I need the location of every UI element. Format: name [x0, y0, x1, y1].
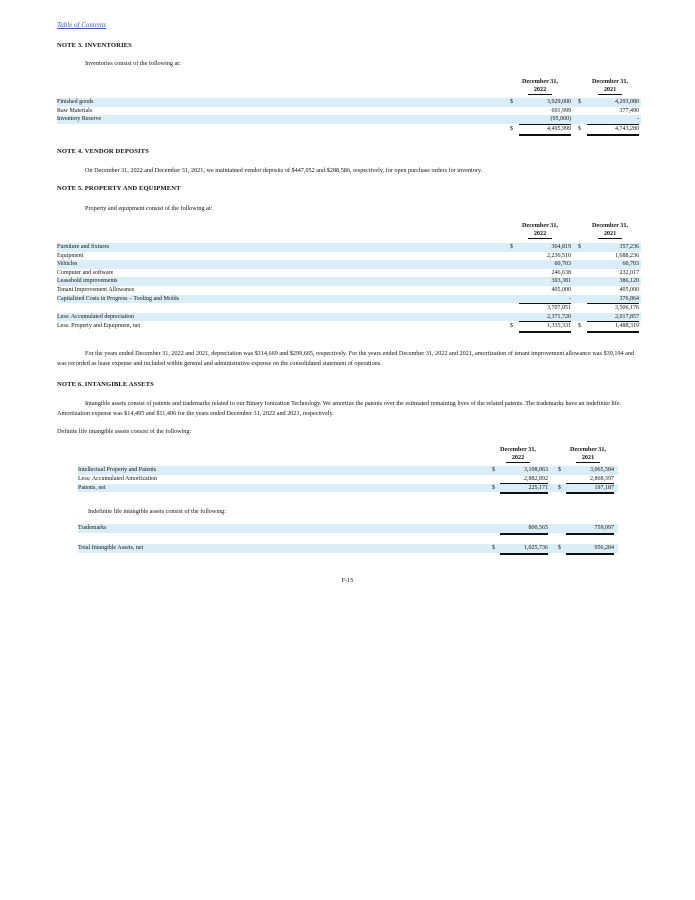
row-label: Raw Materials — [57, 107, 93, 114]
value-2022: 3,108,063 — [524, 467, 548, 473]
value-2021: 2,017,857 — [587, 313, 639, 323]
table-row — [57, 252, 641, 261]
table-of-contents-link[interactable]: Table of Contents — [57, 21, 107, 29]
table-row — [57, 115, 641, 124]
total-2021: 197,187 — [566, 484, 614, 495]
inv-col-2022-label: December 31, — [522, 78, 558, 85]
table-row-total — [78, 484, 618, 493]
value-2022: 246,638 — [551, 269, 571, 276]
value-2021: 232,017 — [619, 269, 639, 276]
property-equipment-table — [57, 222, 641, 342]
table-row — [57, 243, 641, 252]
inv-col-2021 — [575, 78, 645, 95]
dollar-sign: $ — [510, 126, 513, 132]
note3-heading: NOTE 3. INVENTORIES — [57, 42, 132, 49]
note4-heading: NOTE 4. VENDOR DEPOSITS — [57, 148, 149, 155]
total-2021: 956,284 — [566, 544, 614, 555]
dollar-sign: $ — [558, 467, 561, 473]
pe-col-2021-label: December 31, — [592, 222, 628, 229]
ia-col-2022 — [483, 446, 553, 463]
value-2022: 2,236,510 — [547, 252, 571, 259]
value-2021: 759,097 — [566, 524, 614, 535]
table-row — [78, 524, 618, 533]
total-2021: 1,488,319 — [587, 322, 639, 333]
table-row-subtotal — [57, 304, 641, 313]
dollar-sign: $ — [578, 126, 581, 132]
pe-col-2022 — [505, 222, 575, 239]
value-2021: 60,703 — [622, 261, 639, 268]
note6-text: Intangible assets consist of patents and trademarks related to our Binary Ionization Technology. We amortize the patents over the estimated remaining lives of the related patents. The trademarks have an indefinite life. Amortization expense was $14,495 and $11,406 for the years ended December 31, 2022 and 2021, respectively. — [57, 400, 622, 417]
pe-col-2022-year: 2022 — [528, 230, 552, 239]
dollar-sign: $ — [558, 545, 561, 551]
value-2022: (95,000) — [519, 115, 571, 125]
dollar-sign: $ — [510, 323, 513, 329]
value-2022: 2,371,720 — [519, 313, 571, 323]
total-2022: 1,335,331 — [519, 322, 571, 333]
dollar-sign: $ — [510, 244, 513, 250]
total-2022: 225,171 — [500, 484, 548, 495]
dollar-sign: $ — [558, 484, 561, 491]
row-label: Equipment — [57, 252, 84, 259]
inv-col-2022 — [505, 78, 575, 95]
total-2021: 4,743,280 — [587, 125, 639, 136]
row-label: Tenant Improvement Allowance — [57, 287, 135, 293]
table-row-total — [57, 322, 641, 331]
pe-col-2022-label: December 31, — [522, 222, 558, 229]
table-row-total — [57, 125, 641, 134]
ia-col-2021 — [553, 446, 623, 463]
table-row — [57, 260, 641, 269]
value-2022: 691,999 — [551, 107, 571, 114]
note6-heading: NOTE 6. INTANGIBLE ASSETS — [57, 381, 154, 388]
dollar-sign: $ — [510, 99, 513, 105]
row-label: Furniture and fixtures — [57, 244, 110, 250]
value-2022: 800,565 — [500, 524, 548, 535]
dollar-sign: $ — [578, 99, 581, 105]
row-label: Less: Accumulated Amortization — [78, 475, 157, 482]
value-2021: 1,688,236 — [615, 252, 639, 259]
subtotal-2021: 3,506,176 — [615, 305, 639, 311]
table-row — [57, 269, 641, 278]
page-number: F-15 — [341, 577, 354, 584]
value-2022: 393,381 — [551, 278, 571, 285]
table-row — [57, 313, 641, 322]
value-2021: 2,868,397 — [566, 475, 614, 485]
table-row — [78, 466, 618, 475]
dollar-sign: $ — [578, 323, 581, 329]
table-row — [57, 277, 641, 286]
row-label: Capitalized Costs in Progress – Tooling and Molds — [57, 295, 179, 302]
value-2022: 3,929,000 — [547, 99, 571, 105]
table-row-total — [78, 544, 618, 553]
value-2022: 60,703 — [554, 261, 571, 268]
row-label: Intellectual Property and Patents — [78, 467, 157, 473]
inventories-table — [57, 78, 641, 140]
row-label: Leasehold improvements — [57, 278, 118, 285]
value-2021: 357,236 — [619, 244, 639, 250]
value-2021: 4,293,080 — [615, 99, 639, 105]
ia-col-2022-label: December 31, — [500, 446, 536, 453]
value-2022: 405,000 — [551, 287, 571, 293]
ia-col-2021-label: December 31, — [570, 446, 606, 453]
table-row — [57, 295, 641, 304]
value-2021: 3,065,584 — [590, 467, 614, 473]
table-row — [57, 107, 641, 116]
value-2021: 405,000 — [619, 287, 639, 293]
row-label: Total Intangible Assets, net — [78, 545, 144, 551]
value-2022: 364,819 — [551, 244, 571, 250]
row-label: Finished goods — [57, 99, 94, 105]
note4-text: On December 31, 2022 and December 31, 2021, we maintained vendor deposits of $447,052 and $288,586, respectively, for open purchase orders for inventory. — [85, 167, 483, 174]
note5-heading: NOTE 5. PROPERTY AND EQUIPMENT — [57, 185, 181, 192]
table-row — [78, 475, 618, 484]
ia-col-2021-year: 2021 — [576, 454, 600, 463]
inv-col-2021-year: 2021 — [598, 86, 622, 95]
row-label: Inventory Reserve — [57, 116, 102, 123]
row-label: Less: Accumulated depreciation — [57, 313, 134, 320]
pe-col-2021-year: 2021 — [598, 230, 622, 239]
value-2021: 377,490 — [619, 107, 639, 114]
value-2021: - — [587, 115, 639, 125]
intangible-assets-table — [78, 446, 618, 566]
row-label: Vehicles — [57, 261, 78, 268]
note5-intro: Property and equipment consist of the following at: — [85, 205, 213, 212]
dollar-sign: $ — [492, 467, 495, 473]
inv-col-2022-year: 2022 — [528, 86, 552, 95]
pe-col-2021 — [575, 222, 645, 239]
row-label: Patents, net — [78, 484, 106, 491]
note6-definite-intro: Definite life intangible assets consist of the following: — [57, 428, 192, 435]
note3-intro: Inventories consist of the following at: — [85, 60, 181, 67]
dollar-sign: $ — [492, 484, 495, 491]
ia-col-2022-year: 2022 — [506, 454, 530, 463]
subtotal-2022: 3,707,051 — [547, 305, 571, 311]
value-2021: 386,120 — [619, 278, 639, 285]
table-row — [57, 98, 641, 107]
table-row — [57, 286, 641, 295]
value-2022: 2,882,892 — [500, 475, 548, 485]
inv-col-2021-label: December 31, — [592, 78, 628, 85]
row-label: Less: Property and Equipment, net — [57, 323, 141, 329]
note5-text: For the years ended December 31, 2022 and 2021, depreciation was $314,669 and $299,665, respectively. For the years ended December 31, 2022 and 2021, amortization of tenant improvement allowance was $39,194 and was recorded as lease expense and included within general and administrative expense on the consolidated statement of operations. — [57, 350, 635, 367]
value-2022: - — [519, 295, 571, 305]
row-label: Trademarks — [78, 525, 107, 531]
dollar-sign: $ — [578, 244, 581, 250]
total-2022: 4,495,999 — [519, 125, 571, 136]
total-2022: 1,025,736 — [500, 544, 548, 555]
row-label: Computer and software — [57, 269, 114, 276]
note6-indefinite-intro: Indefinite life intangible assets consist of the following: — [88, 508, 226, 515]
dollar-sign: $ — [492, 545, 495, 551]
value-2021: 376,864 — [587, 295, 639, 305]
